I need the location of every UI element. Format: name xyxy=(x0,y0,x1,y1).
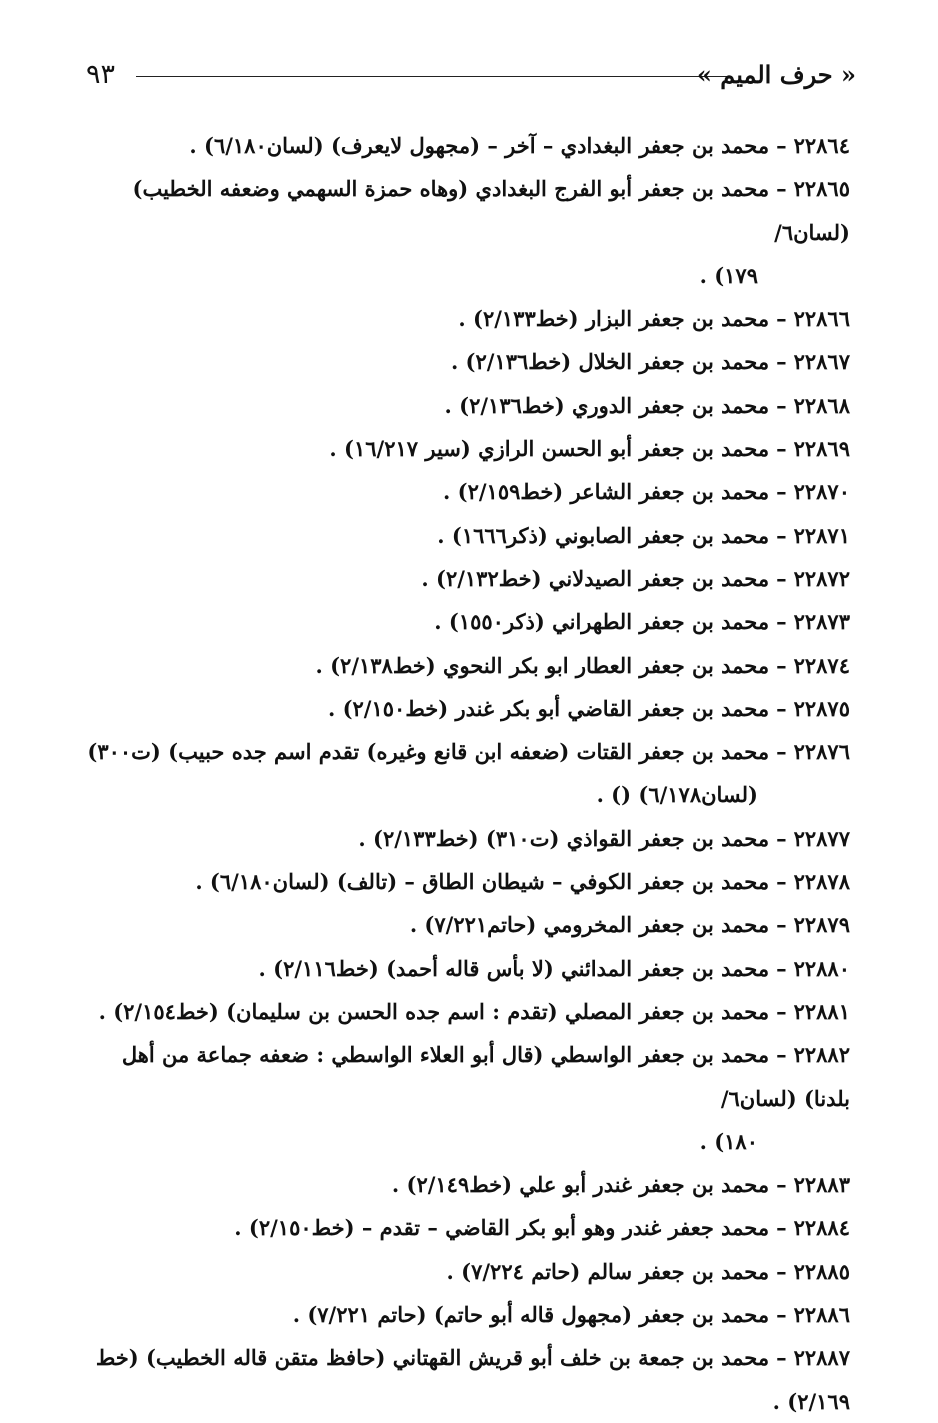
entry-number: ٢٢٨٦٧ xyxy=(793,349,850,375)
entry-item xyxy=(84,644,850,687)
entry-number: ٢٢٨٧٨ xyxy=(793,869,850,895)
entry-item xyxy=(84,687,850,730)
entry-item xyxy=(84,1250,850,1293)
entry-separator: – xyxy=(776,565,787,591)
entry-text: محمد بن جعفر الشاعر (خط٢/١٥٩) . xyxy=(443,479,770,505)
entry-separator: – xyxy=(776,349,787,375)
entry-item xyxy=(84,124,850,167)
entry-item xyxy=(84,384,850,427)
entry-text: محمد بن جعفر الكوفي – شيطان الطاق – (تالف) (لسان٦/١٨٠) . xyxy=(195,869,770,895)
entry-item xyxy=(84,1033,850,1163)
entry-item xyxy=(84,427,850,470)
entry-text: محمد بن جعفر المدائني (لا بأس قاله أحمد) (خط٢/١١٦) . xyxy=(258,955,770,981)
entry-text: محمد بن جعفر الواسطي (قال أبو العلاء الواسطي : ضعفه جماعة من أهل بلدنا) (لسان٦/ xyxy=(121,1042,850,1111)
entry-separator: – xyxy=(776,869,787,895)
entry-item xyxy=(84,730,850,817)
entry-separator: – xyxy=(776,306,787,332)
entry-separator: – xyxy=(776,1042,787,1068)
entry-number: ٢٢٨٨٢ xyxy=(793,1042,850,1068)
entry-number: ٢٢٨٨٧ xyxy=(793,1345,850,1371)
entry-separator: – xyxy=(776,739,787,765)
entry-text: محمد بن جعفر الخلال (خط٢/١٣٦) . xyxy=(450,349,770,375)
entry-separator: – xyxy=(776,1345,787,1371)
entry-separator: – xyxy=(776,479,787,505)
entry-item xyxy=(84,600,850,643)
entry-text: محمد بن جعفر البغدادي – آخر – (مجهول لايعرف) (لسان٦/١٨٠) . xyxy=(189,133,770,158)
running-title: « حرف الميم » xyxy=(696,60,856,89)
entry-text: محمد جعفر غندر وهو أبو بكر القاضي – تقدم – (خط٢/١٥٠) . xyxy=(234,1215,770,1241)
entry-item xyxy=(84,557,850,600)
entry-number: ٢٢٨٧٢ xyxy=(793,565,850,591)
entry-text: محمد بن جعفر أبو الحسن الرازي (سير ١٦/٢١٧) . xyxy=(329,436,770,462)
entry-separator: – xyxy=(776,695,787,721)
entry-item xyxy=(84,1163,850,1206)
entry-text: محمد بن جعفر القتات (ضعفه ابن قانع وغيره) تقدم اسم جده حبيب) (ت٣٠٠) xyxy=(87,739,770,765)
entry-separator: – xyxy=(776,176,787,202)
entry-item xyxy=(84,903,850,946)
entry-number: ٢٢٨٧٧ xyxy=(793,825,850,851)
entry-text: محمد بن جمعة بن خلف أبو قريش القهتاني (حافظ متقن قاله الخطيب) (خط ٢/١٦٩) . xyxy=(95,1345,850,1414)
entry-number: ٢٢٨٨١ xyxy=(793,998,850,1024)
entry-item xyxy=(84,340,850,383)
entry-number: ٢٢٨٨٥ xyxy=(793,1258,850,1284)
entry-number: ٢٢٨٨٤ xyxy=(793,1215,850,1241)
entry-separator: – xyxy=(776,1302,787,1328)
entry-item xyxy=(84,297,850,340)
entry-separator: – xyxy=(776,912,787,938)
entry-number: ٢٢٨٨٠ xyxy=(793,955,850,981)
entry-number: ٢٢٨٦٥ xyxy=(793,176,850,202)
entry-number: ٢٢٨٧٦ xyxy=(793,739,850,765)
entry-item xyxy=(84,514,850,557)
page-number: ٩٣ xyxy=(86,59,116,90)
entry-number: ٢٢٨٧٩ xyxy=(793,912,850,938)
entry-number: ٢٢٨٧٤ xyxy=(793,652,850,678)
entry-number: ٢٢٨٨٦ xyxy=(793,1302,850,1328)
entry-number: ٢٢٨٧١ xyxy=(793,522,850,548)
entry-separator: – xyxy=(776,1215,787,1241)
entry-item xyxy=(84,1336,850,1423)
entry-number: ٢٢٨٦٤ xyxy=(793,133,850,158)
entry-list xyxy=(84,124,850,1423)
entry-number: ٢٢٨٦٦ xyxy=(793,306,850,332)
entry-text: محمد بن جعفر المخرومي (حاتم٧/٢٢١) . xyxy=(409,912,770,938)
entry-item xyxy=(84,1206,850,1249)
entry-text: محمد بن جعفر (مجهول قاله أبو حاتم) (حاتم ٧/٢٢١) . xyxy=(292,1302,770,1328)
entry-item xyxy=(84,860,850,903)
entry-separator: – xyxy=(776,1258,787,1284)
entry-separator: – xyxy=(776,825,787,851)
entry-number: ٢٢٨٨٣ xyxy=(793,1172,850,1198)
entry-number: ٢٢٨٧٥ xyxy=(793,695,850,721)
entry-number: ٢٢٨٦٨ xyxy=(793,392,850,418)
entry-item xyxy=(84,167,850,297)
entry-item xyxy=(84,817,850,860)
entry-item xyxy=(84,990,850,1033)
entry-text: محمد بن جعفر الطهراني (ذكر١٥٥٠) . xyxy=(434,609,770,635)
entry-text: محمد بن جعفر الصابوني (ذكر١٦٦٦) . xyxy=(437,522,770,548)
entry-item xyxy=(84,470,850,513)
entry-continuation: (لسان٦/١٧٨) () . xyxy=(596,782,758,808)
entry-item xyxy=(84,947,850,990)
entry-text: محمد بن جعفر المصلي (تقدم : اسم جده الحسن بن سليمان) (خط٢/١٥٤) . xyxy=(98,998,770,1024)
entry-text: محمد بن جعفر أبو الفرج البغدادي (وهاه حمزة السهمي وضعفه الخطيب) (لسان٦/ xyxy=(132,176,850,245)
entry-text: محمد بن جعفر القواذي (ت٣١٠) (خط٢/١٣٣) . xyxy=(358,825,770,851)
entry-separator: – xyxy=(776,133,787,158)
entry-separator: – xyxy=(776,955,787,981)
entry-number: ٢٢٨٦٩ xyxy=(793,436,850,462)
entry-text: محمد بن جعفر البزار (خط٢/١٣٣) . xyxy=(458,306,770,332)
header-rule xyxy=(136,76,730,77)
entry-separator: – xyxy=(776,392,787,418)
entry-separator: – xyxy=(776,652,787,678)
entry-item xyxy=(84,1293,850,1336)
entry-separator: – xyxy=(776,1172,787,1198)
page-header xyxy=(86,58,856,92)
entry-text: محمد بن جعفر الصيدلاني (خط٢/١٣٢) . xyxy=(421,565,770,591)
entry-number: ٢٢٨٧٠ xyxy=(793,479,850,505)
entry-number: ٢٢٨٧٣ xyxy=(793,609,850,635)
entry-text: محمد بن جعفر غندر أبو علي (خط٢/١٤٩) . xyxy=(391,1172,770,1198)
entry-separator: – xyxy=(776,436,787,462)
entry-text: محمد بن جعفر القاضي أبو بكر غندر (خط٢/١٥٠) . xyxy=(327,695,770,721)
entry-text: محمد بن جعفر العطار ابو بكر النحوي (خط٢/١٣٨) . xyxy=(315,652,770,678)
entry-continuation: ١٨٠) . xyxy=(699,1128,758,1154)
entry-text: محمد بن جعفر سالم (حاتم ٧/٢٢٤) . xyxy=(446,1258,770,1284)
entry-separator: – xyxy=(776,998,787,1024)
entry-continuation: ١٧٩) . xyxy=(699,262,758,288)
entry-separator: – xyxy=(776,522,787,548)
entry-text: محمد بن جعفر الدوري (خط٢/١٣٦) . xyxy=(444,392,770,418)
entry-separator: – xyxy=(776,609,787,635)
